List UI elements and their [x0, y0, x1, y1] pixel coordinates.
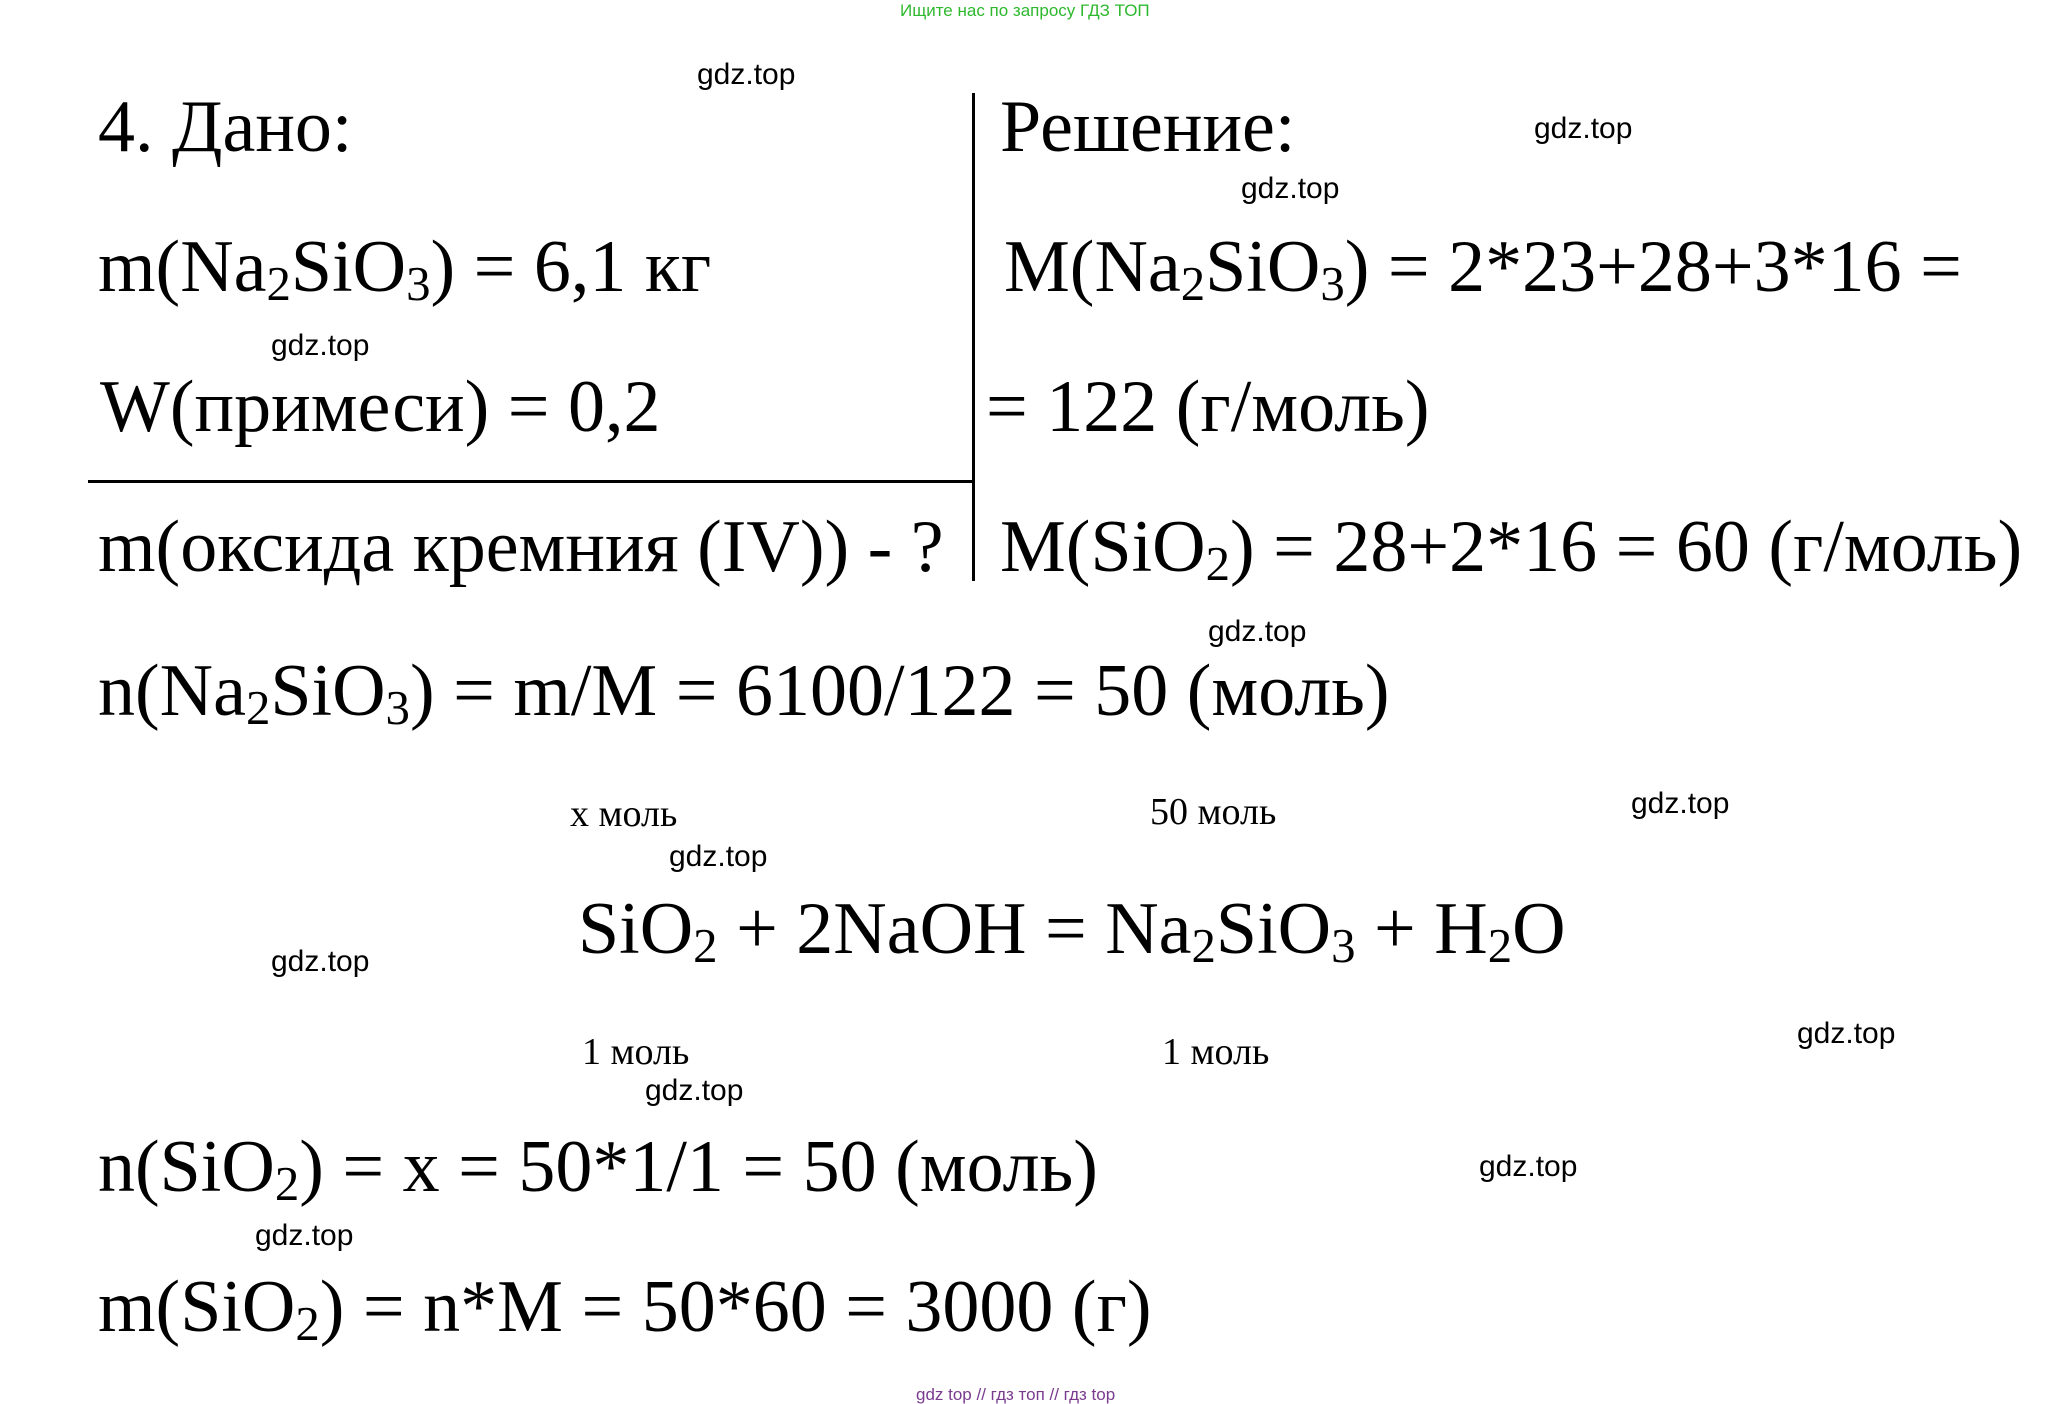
watermark: gdz.top: [255, 1219, 354, 1252]
watermark: gdz.top: [645, 1074, 744, 1107]
mass-sio2: m(SiO2) = n*M = 50*60 = 3000 (г): [98, 1266, 1152, 1351]
reaction-equation: SiO2 + 2NaOH = Na2SiO3 + H2O: [578, 888, 1566, 973]
moles-na2sio3: n(Na2SiO3) = m/M = 6100/122 = 50 (моль): [98, 650, 1390, 735]
watermark: gdz.top: [697, 58, 796, 91]
reaction-below-left: 1 моль: [582, 1031, 690, 1073]
reaction-above-left: x моль: [570, 793, 678, 835]
reaction-below-right: 1 моль: [1162, 1031, 1270, 1073]
watermark: gdz.top: [1797, 1017, 1896, 1050]
molar-mass-sio2: M(SiO2) = 28+2*16 = 60 (г/моль): [1000, 506, 2023, 591]
divider-horizontal: [88, 480, 972, 483]
watermark: gdz.top: [271, 945, 370, 978]
watermark: gdz.top: [1208, 615, 1307, 648]
molar-mass-na2sio3-result: = 122 (г/моль): [986, 366, 1430, 448]
molar-mass-na2sio3: M(Na2SiO3) = 2*23+28+3*16 =: [1004, 226, 1962, 311]
given-impurity: W(примеси) = 0,2: [100, 366, 661, 448]
watermark: gdz.top: [669, 840, 768, 873]
given-mass: m(Na2SiO3) = 6,1 кг: [98, 226, 712, 311]
watermark: gdz.top: [1631, 787, 1730, 820]
top-banner: Ищите нас по запросу ГДЗ ТОП: [900, 1, 1150, 20]
watermark: gdz.top: [1479, 1150, 1578, 1183]
given-title: 4. Дано:: [98, 86, 353, 168]
footer-text: gdz top // гдз топ // гдз top: [916, 1385, 1116, 1404]
reaction-above-right: 50 моль: [1150, 791, 1277, 833]
moles-sio2: n(SiO2) = x = 50*1/1 = 50 (моль): [98, 1126, 1098, 1211]
watermark: gdz.top: [271, 329, 370, 362]
watermark: gdz.top: [1534, 112, 1633, 145]
solution-title: Решение:: [1000, 86, 1296, 168]
watermark: gdz.top: [1241, 172, 1340, 205]
divider-vertical: [972, 93, 975, 581]
given-find: m(оксида кремния (IV)) - ?: [98, 506, 944, 588]
